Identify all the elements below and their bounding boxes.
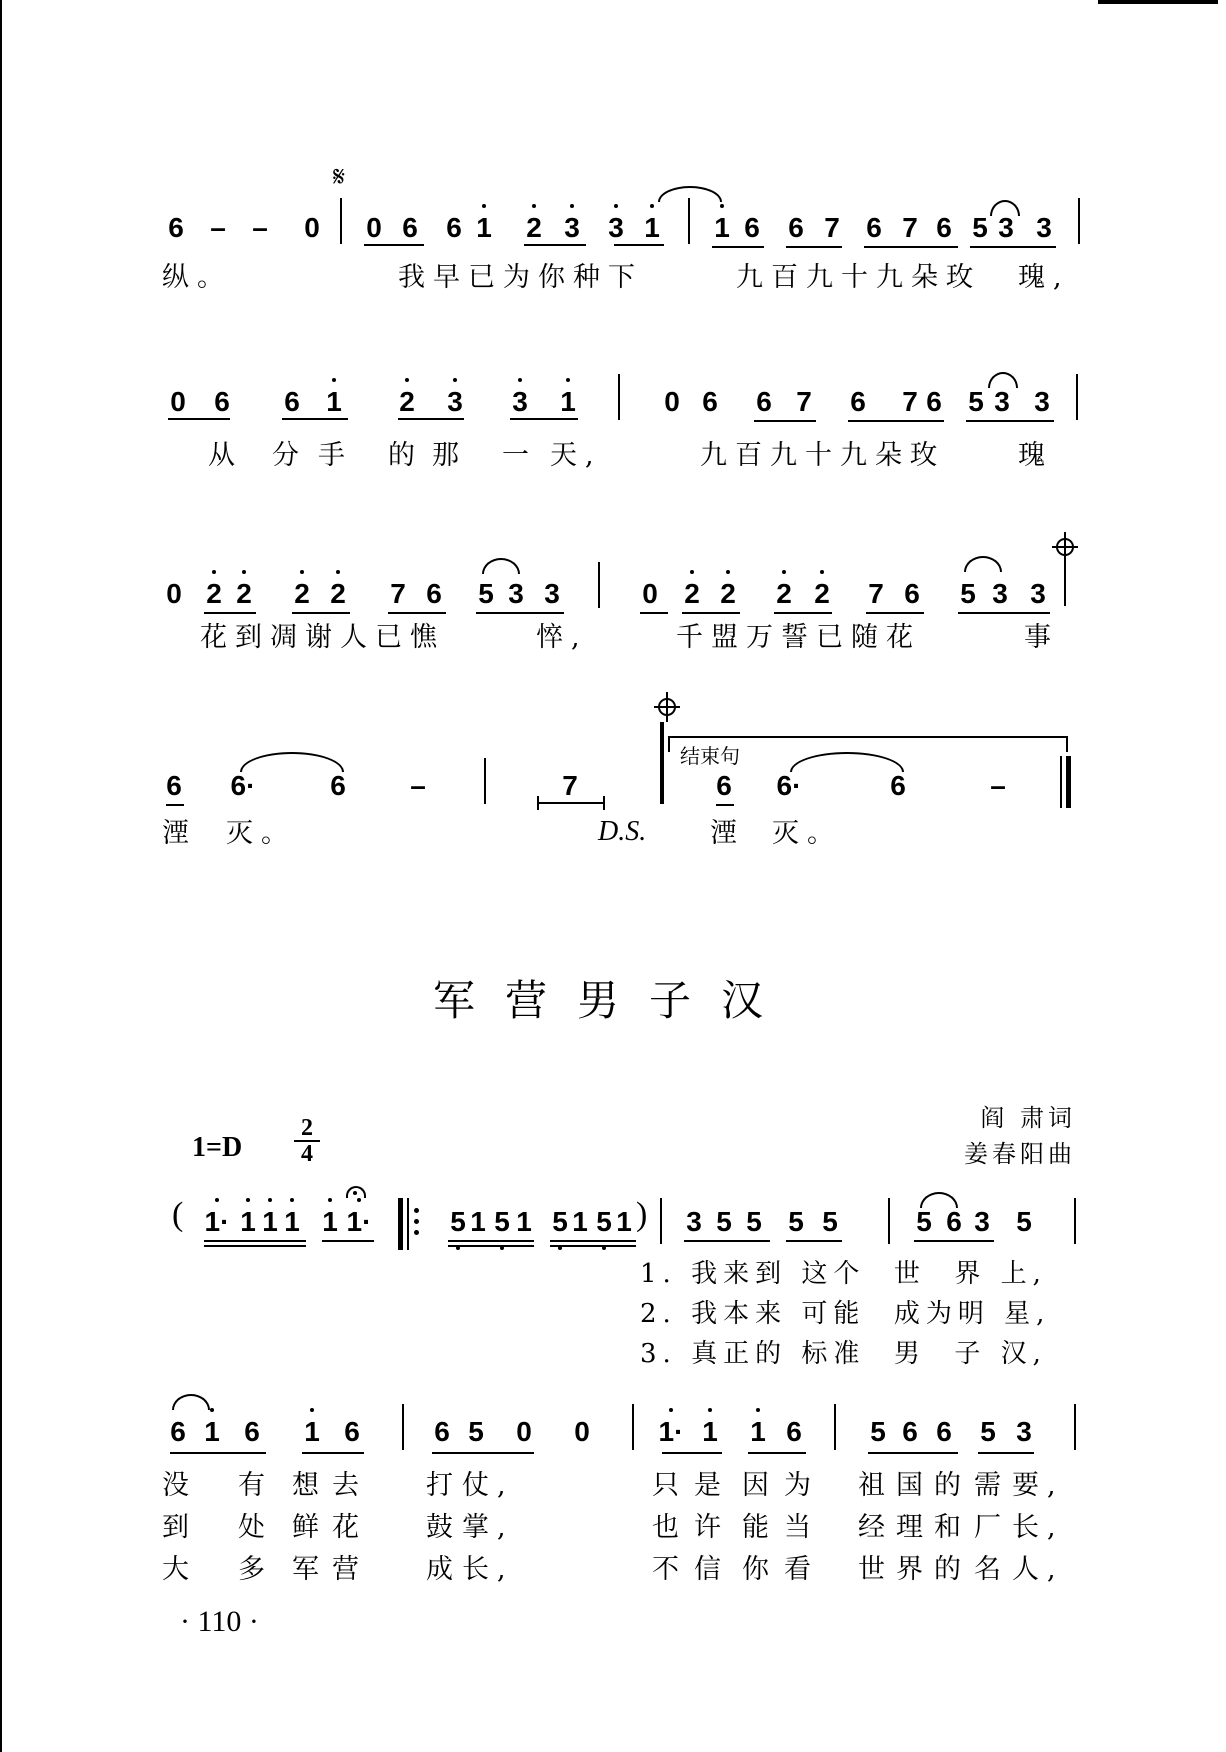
note: 6 bbox=[946, 1206, 962, 1237]
note: 1 bbox=[300, 1416, 324, 1448]
note: 6 bbox=[850, 386, 866, 417]
lyric: 的 bbox=[388, 440, 423, 471]
lyric: 看 bbox=[784, 1554, 819, 1585]
lyric: 的 bbox=[934, 1470, 969, 1501]
note: – bbox=[210, 212, 226, 243]
note: 1 bbox=[746, 1416, 770, 1448]
note: 1 bbox=[470, 1206, 486, 1237]
lyric: 纵。 bbox=[162, 262, 232, 293]
note: 5 bbox=[548, 1206, 572, 1238]
beam bbox=[448, 1240, 534, 1242]
page-number: · 110 · bbox=[180, 1605, 259, 1638]
note: 1 bbox=[556, 386, 580, 418]
beam bbox=[712, 246, 764, 248]
lyric: 从 bbox=[208, 440, 243, 471]
note: 5 bbox=[716, 1206, 732, 1237]
note: 3 bbox=[974, 1206, 990, 1237]
barline bbox=[888, 1198, 890, 1244]
beam bbox=[848, 420, 944, 422]
note: – bbox=[990, 770, 1006, 801]
final-barline-thick bbox=[1066, 756, 1071, 808]
barline bbox=[618, 374, 620, 420]
note: 5 bbox=[490, 1206, 514, 1238]
slur bbox=[172, 1394, 210, 1410]
note: 3 bbox=[604, 212, 628, 244]
slur bbox=[990, 200, 1020, 216]
note: 0 bbox=[574, 1416, 590, 1447]
note: 5 bbox=[446, 1206, 470, 1238]
note: 0 bbox=[166, 578, 182, 609]
lyric: 九百九十九朵玫 bbox=[700, 440, 945, 471]
note: 3 bbox=[1036, 212, 1052, 243]
note: 0 bbox=[664, 386, 680, 417]
repeat-barline-thin bbox=[407, 1198, 409, 1250]
beam bbox=[168, 418, 230, 420]
beam bbox=[662, 1452, 722, 1454]
note: 1 bbox=[318, 1206, 342, 1238]
lyric: 有 bbox=[238, 1470, 273, 1501]
beam bbox=[204, 612, 256, 614]
beam bbox=[170, 1452, 266, 1454]
top-rule bbox=[1098, 0, 1218, 4]
barline bbox=[834, 1404, 836, 1450]
lyric: 只 bbox=[652, 1470, 687, 1501]
note: 3 bbox=[508, 578, 524, 609]
repeat-barline-thick bbox=[398, 1198, 403, 1250]
slur bbox=[964, 556, 1002, 572]
barline bbox=[484, 758, 486, 804]
beam bbox=[716, 804, 734, 806]
lyricist-credit: 阎 肃词 bbox=[980, 1104, 1076, 1132]
lyric: 不 bbox=[652, 1554, 687, 1585]
note: 0 bbox=[304, 212, 320, 243]
note: 3 bbox=[998, 212, 1014, 243]
note: 1 bbox=[640, 212, 664, 244]
lyric: 理 bbox=[896, 1512, 931, 1543]
note: 6 bbox=[756, 386, 772, 417]
lyric: 花 bbox=[332, 1512, 367, 1543]
note: 1 bbox=[322, 386, 346, 418]
note: 7 bbox=[902, 386, 918, 417]
note: 3 bbox=[560, 212, 584, 244]
beam bbox=[322, 1240, 374, 1242]
note: 6 bbox=[284, 386, 300, 417]
beam bbox=[282, 418, 348, 420]
note: 6 bbox=[702, 386, 718, 417]
lyric: 悴, bbox=[536, 622, 588, 653]
lyric: 国 bbox=[896, 1470, 931, 1501]
barline bbox=[632, 1404, 634, 1450]
note: 3 bbox=[544, 578, 560, 609]
note: 6 bbox=[170, 1416, 186, 1447]
song-title: 军营男子汉 bbox=[432, 976, 793, 1025]
beam bbox=[550, 1240, 636, 1242]
note: 2 bbox=[232, 578, 256, 610]
beam bbox=[364, 244, 424, 246]
fermata-icon bbox=[346, 1186, 366, 1198]
note: 6 bbox=[936, 1416, 952, 1447]
lyric: 没 bbox=[162, 1470, 197, 1501]
beam bbox=[868, 1452, 958, 1454]
verse-1-lyric: 1. 我来到 这个 世 界 上, bbox=[640, 1259, 1047, 1289]
beam bbox=[614, 244, 664, 246]
note: 0 bbox=[642, 578, 658, 609]
barline bbox=[660, 1198, 662, 1244]
note: 6 bbox=[716, 770, 732, 801]
note: 2 bbox=[680, 578, 704, 610]
lyric: 事 bbox=[1024, 622, 1059, 653]
beam bbox=[684, 1240, 770, 1242]
lyric: 厂 bbox=[974, 1512, 1009, 1543]
note: 3 bbox=[1034, 386, 1050, 417]
lyric: 当 bbox=[784, 1512, 819, 1543]
beam bbox=[524, 244, 586, 246]
note: 3 bbox=[992, 578, 1008, 609]
beam bbox=[550, 1245, 636, 1247]
note: 6 bbox=[344, 1416, 360, 1447]
note: 2 bbox=[290, 578, 314, 610]
barline bbox=[1074, 1198, 1076, 1244]
note: 5 bbox=[478, 578, 494, 609]
barline bbox=[1064, 560, 1066, 606]
verse-3-lyric: 3. 真正的 标准 男 子 汉, bbox=[640, 1339, 1047, 1369]
lyric: 长, bbox=[1012, 1512, 1064, 1543]
lyric: 你 bbox=[742, 1554, 777, 1585]
lyric: 能 bbox=[742, 1512, 777, 1543]
note: 6 bbox=[788, 212, 804, 243]
beam bbox=[388, 612, 446, 614]
note: 3 bbox=[443, 386, 467, 418]
note: 1 bbox=[472, 212, 496, 244]
page-edge bbox=[0, 0, 2, 1752]
beam bbox=[786, 1240, 842, 1242]
note: 1 bbox=[280, 1206, 304, 1238]
lyric: 想 bbox=[292, 1470, 327, 1501]
note: 6 bbox=[866, 212, 882, 243]
lyric: 去 bbox=[332, 1470, 367, 1501]
note: 6 bbox=[168, 212, 184, 243]
note: 5 bbox=[870, 1416, 886, 1447]
note: 5 bbox=[968, 386, 984, 417]
note: 7 bbox=[390, 578, 406, 609]
note: 0 bbox=[366, 212, 382, 243]
coda-icon bbox=[1054, 536, 1076, 558]
lyric: 的 bbox=[934, 1554, 969, 1585]
lyric: 大 bbox=[162, 1554, 197, 1585]
note: 0 bbox=[170, 386, 186, 417]
note: 1 bbox=[200, 1416, 224, 1448]
lyric: 也 bbox=[652, 1512, 687, 1543]
beam bbox=[864, 246, 958, 248]
lyric: 长, bbox=[462, 1554, 514, 1585]
note: 2 bbox=[395, 386, 419, 418]
verse-2-lyric: 2. 我本来 可能 成为明 星, bbox=[640, 1299, 1051, 1329]
note: 3 bbox=[686, 1206, 702, 1237]
beam bbox=[958, 612, 1050, 614]
lyric: 湮 bbox=[710, 818, 745, 849]
note: 6 bbox=[166, 770, 182, 801]
lyric: 瑰 bbox=[1018, 440, 1053, 471]
beam bbox=[682, 612, 740, 614]
lyric: 湮 bbox=[162, 818, 197, 849]
note: 1· bbox=[656, 1416, 686, 1448]
composer-credit: 姜春阳曲 bbox=[964, 1140, 1076, 1168]
ds-marking: D.S. bbox=[598, 816, 647, 847]
note: 1 bbox=[710, 212, 734, 244]
note: 6 bbox=[402, 212, 418, 243]
lyric: 营 bbox=[332, 1554, 367, 1585]
note: 7 bbox=[868, 578, 884, 609]
note: – bbox=[410, 770, 426, 801]
lyric: 灭。 bbox=[226, 818, 296, 849]
barline bbox=[1076, 374, 1078, 420]
tie bbox=[240, 752, 344, 772]
beam bbox=[754, 420, 816, 422]
close-paren: ) bbox=[636, 1196, 648, 1233]
beam bbox=[204, 1245, 306, 1247]
lyric: 界 bbox=[896, 1554, 931, 1585]
note: 5 bbox=[980, 1416, 996, 1447]
beam bbox=[292, 612, 350, 614]
beam bbox=[448, 1245, 534, 1247]
note: 0 bbox=[516, 1416, 532, 1447]
beam bbox=[774, 612, 832, 614]
lyric: 打 bbox=[426, 1470, 461, 1501]
note: 6 bbox=[904, 578, 920, 609]
note: 1 bbox=[236, 1206, 260, 1238]
lyric: 掌, bbox=[462, 1512, 514, 1543]
note: 5 bbox=[468, 1416, 484, 1447]
lyric: 世 bbox=[858, 1554, 893, 1585]
note: 5 bbox=[788, 1206, 804, 1237]
beam bbox=[978, 1452, 1034, 1454]
note: 3 bbox=[1030, 578, 1046, 609]
note: 5 bbox=[746, 1206, 762, 1237]
note: 5 bbox=[1016, 1206, 1032, 1237]
lyric: 人, bbox=[1012, 1554, 1064, 1585]
segno-sign: 𝄋 bbox=[333, 160, 346, 193]
note: 3 bbox=[1016, 1416, 1032, 1447]
lyric: 九百九十九朵玫 bbox=[736, 262, 981, 293]
final-barline-thin bbox=[1060, 756, 1062, 808]
beam bbox=[970, 246, 1056, 248]
note: 6 bbox=[786, 1416, 802, 1447]
beam bbox=[432, 1452, 534, 1454]
time-signature bbox=[294, 1116, 320, 1166]
lyric: 我早已为你种下 bbox=[398, 262, 643, 293]
lyric: 分 bbox=[272, 440, 307, 471]
note: 5 bbox=[960, 578, 976, 609]
beam bbox=[302, 1452, 364, 1454]
note: 1 bbox=[698, 1416, 722, 1448]
time-sig-bottom: 4 bbox=[294, 1140, 320, 1166]
beam bbox=[204, 1240, 306, 1242]
note: 5 bbox=[822, 1206, 838, 1237]
beam bbox=[748, 1452, 806, 1454]
slur bbox=[920, 1192, 958, 1208]
beam bbox=[786, 246, 842, 248]
beam bbox=[510, 418, 578, 420]
tie bbox=[658, 186, 722, 202]
lyric: 为 bbox=[784, 1470, 819, 1501]
note: 6· bbox=[776, 770, 802, 801]
beam bbox=[476, 612, 564, 614]
note: 2 bbox=[522, 212, 546, 244]
note: 7 bbox=[824, 212, 840, 243]
lyric: 处 bbox=[238, 1512, 273, 1543]
lyric: 成 bbox=[426, 1554, 461, 1585]
beam bbox=[166, 804, 184, 806]
note: 6 bbox=[936, 212, 952, 243]
lyric: 鲜 bbox=[292, 1512, 327, 1543]
note: 2 bbox=[716, 578, 740, 610]
beam bbox=[914, 1240, 994, 1242]
note: 3 bbox=[508, 386, 532, 418]
beam bbox=[398, 418, 464, 420]
lyric: 那 bbox=[432, 440, 467, 471]
lyric: 仗, bbox=[462, 1470, 514, 1501]
note: 2 bbox=[326, 578, 350, 610]
lyric: 名 bbox=[974, 1554, 1009, 1585]
lyric: 要, bbox=[1012, 1470, 1064, 1501]
note: 1 bbox=[516, 1206, 532, 1237]
beam bbox=[966, 420, 1054, 422]
lyric: 天, bbox=[550, 440, 602, 471]
note: 6 bbox=[244, 1416, 260, 1447]
note: 5 bbox=[592, 1206, 616, 1238]
lyric: 一 bbox=[502, 440, 537, 471]
note: 2 bbox=[202, 578, 226, 610]
note: 1 bbox=[616, 1206, 632, 1237]
lyric: 信 bbox=[694, 1554, 729, 1585]
barline bbox=[598, 562, 600, 608]
lyric: 花到凋谢人已憔 bbox=[200, 622, 445, 653]
lyric: 灭。 bbox=[772, 818, 842, 849]
note: 6 bbox=[426, 578, 442, 609]
note: 5 bbox=[972, 212, 988, 243]
beam bbox=[866, 612, 924, 614]
note: 6 bbox=[926, 386, 942, 417]
lyric: 千盟万誓已随花 bbox=[676, 622, 921, 653]
note: 3 bbox=[994, 386, 1010, 417]
barline bbox=[1074, 1404, 1076, 1450]
double-barline bbox=[660, 722, 664, 804]
lyric: 鼓 bbox=[426, 1512, 461, 1543]
lyric: 许 bbox=[694, 1512, 729, 1543]
note: 7 bbox=[562, 770, 578, 801]
note: 2 bbox=[772, 578, 796, 610]
key-signature: 1=D bbox=[192, 1132, 243, 1163]
open-paren: ( bbox=[172, 1196, 184, 1233]
note: 6 bbox=[744, 212, 760, 243]
note: 7 bbox=[902, 212, 918, 243]
beam bbox=[640, 612, 668, 614]
note: 6 bbox=[446, 212, 462, 243]
lyric: 和 bbox=[934, 1512, 969, 1543]
lyric: 需 bbox=[974, 1470, 1009, 1501]
note: 6 bbox=[434, 1416, 450, 1447]
note: 2 bbox=[810, 578, 834, 610]
barline bbox=[402, 1404, 404, 1450]
lyric: 祖 bbox=[858, 1470, 893, 1501]
lyric: 经 bbox=[858, 1512, 893, 1543]
note: 1 bbox=[258, 1206, 282, 1238]
slur bbox=[482, 558, 520, 574]
lyric: 是 bbox=[694, 1470, 729, 1501]
note: – bbox=[252, 212, 268, 243]
note: 6· bbox=[230, 770, 256, 801]
note: 6 bbox=[890, 770, 906, 801]
note: 6 bbox=[902, 1416, 918, 1447]
bracket-line bbox=[537, 796, 605, 810]
note: 5 bbox=[916, 1206, 932, 1237]
note: 1· bbox=[200, 1206, 234, 1238]
barline bbox=[688, 198, 690, 244]
note: 6 bbox=[330, 770, 346, 801]
lyric: 到 bbox=[162, 1512, 197, 1543]
lyric: 多 bbox=[238, 1554, 273, 1585]
volta-label: 结束句 bbox=[680, 744, 740, 768]
lyric: 军 bbox=[292, 1554, 327, 1585]
slur bbox=[988, 372, 1018, 388]
note: 7 bbox=[796, 386, 812, 417]
time-sig-top: 2 bbox=[301, 1115, 313, 1141]
lyric: 因 bbox=[742, 1470, 777, 1501]
lyric: 手 bbox=[318, 440, 353, 471]
lyric: 瑰, bbox=[1018, 262, 1070, 293]
note: 1· bbox=[342, 1206, 376, 1238]
coda-icon bbox=[656, 696, 678, 718]
barline bbox=[1078, 198, 1080, 244]
note: 6 bbox=[214, 386, 230, 417]
tie bbox=[790, 752, 904, 772]
barline bbox=[340, 198, 342, 244]
repeat-dots bbox=[414, 1208, 419, 1241]
note: 1 bbox=[572, 1206, 588, 1237]
